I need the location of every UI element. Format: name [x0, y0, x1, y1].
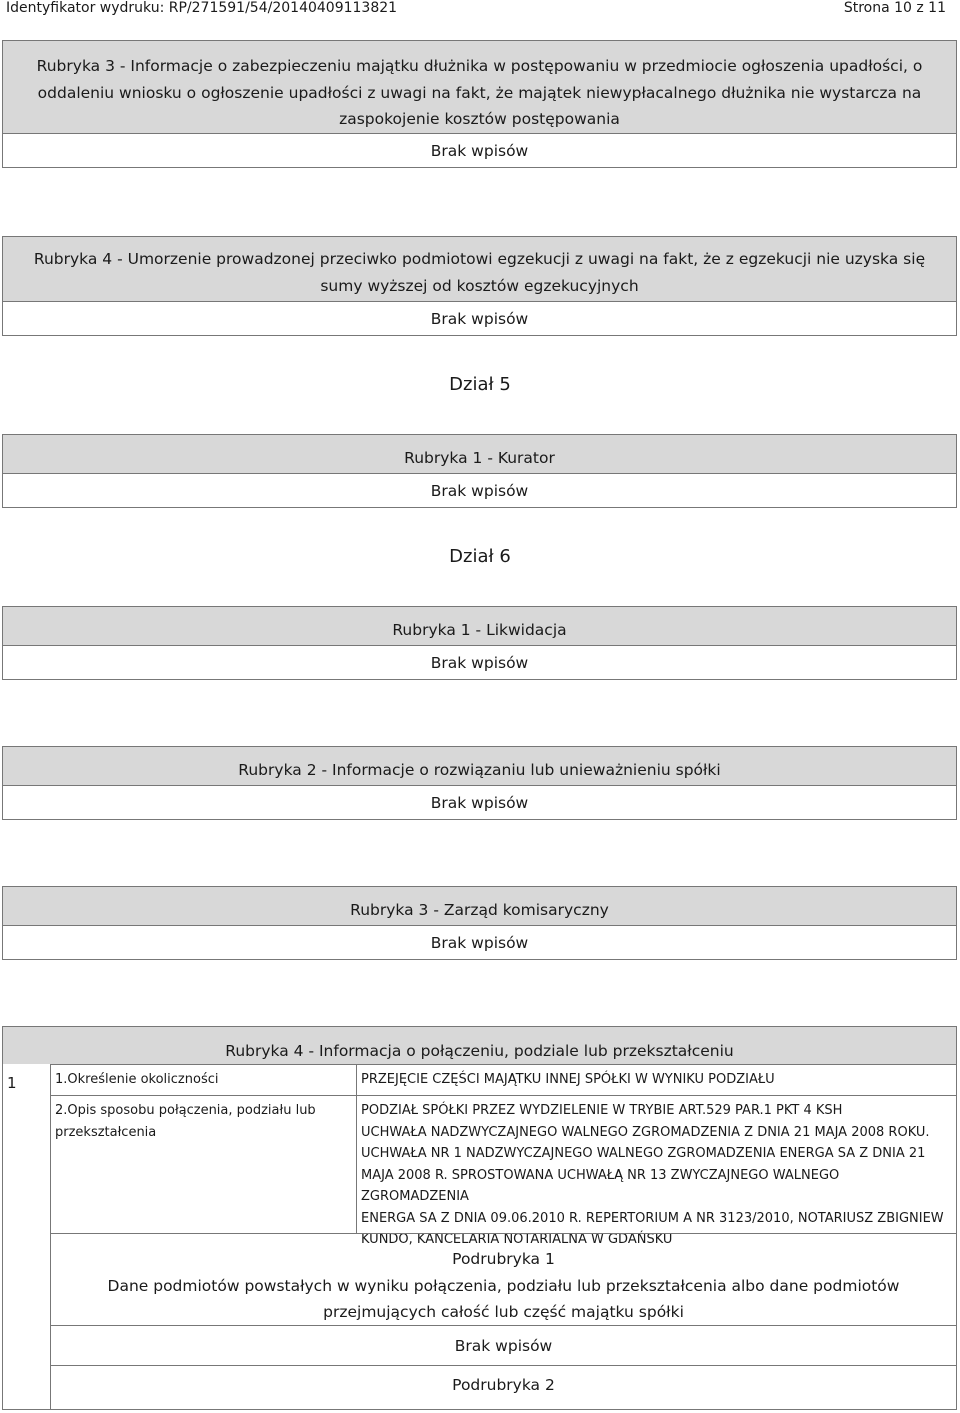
rubryka-3-insolvency-title [3, 41, 956, 133]
podrubryka-2-title: Podrubryka 2 [51, 1365, 956, 1409]
value-line: PODZIAŁ SPÓŁKI PRZEZ WYDZIELENIE W TRYBIE ART.529 PAR.1 PKT 4 KSH [361, 1103, 843, 1118]
title-line: Rubryka 4 - Umorzenie prowadzonej przeciwko podmiotowi egzekucji z uwagi na fakt, że z egzekucji nie uzyska się [33, 250, 926, 268]
page-header [0, 0, 960, 22]
row-label [51, 1096, 357, 1233]
rubryka-2-rozwiazanie-box [2, 746, 957, 820]
label-line: przekształcenia [55, 1125, 157, 1140]
rubryka-2-rozwiazanie-title: Rubryka 2 - Informacje o rozwiązaniu lub unieważnieniu spółki [3, 747, 956, 785]
dzial-5-heading: Dział 5 [449, 374, 511, 395]
rubryka-1-kurator-body: Brak wpisów [3, 473, 956, 507]
row-label: 1.Określenie okoliczności [51, 1065, 357, 1095]
rubryka-1-likwidacja-box [2, 606, 957, 680]
row-value [361, 1065, 951, 1091]
value-line: MAJA 2008 R. SPROSTOWANA UCHWAŁĄ NR 13 ZWYCZAJNEGO WALNEGO ZGROMADZENIA [361, 1167, 840, 1204]
value-line: ENERGA SA Z DNIA 09.06.2010 R. REPERTORIUM A NR 3123/2010, NOTARIUSZ ZBIGNIEW [361, 1210, 944, 1226]
rubryka-3-zarzad-title: Rubryka 3 - Zarząd komisaryczny [3, 887, 956, 925]
rubryka-1-likwidacja-body: Brak wpisów [3, 645, 956, 679]
rubryka-4-polaczenie-title: Rubryka 4 - Informacja o połączeniu, podziale lub przekształceniu [3, 1027, 956, 1064]
podrubryka-1-body: Brak wpisów [51, 1325, 956, 1365]
value-line: PRZEJĘCIE CZĘŚCI MAJĄTKU INNEJ SPÓŁKI W WYNIKU PODZIAŁU [361, 1072, 775, 1087]
entry-index: 1 [3, 1064, 51, 1409]
print-identifier: Identyfikator wydruku: RP/271591/54/20140409113821 [6, 0, 398, 16]
title-line: zaspokojenie kosztów postępowania [339, 110, 620, 128]
table-row [51, 1064, 956, 1095]
podrubryka-1-title: Podrubryka 1 [452, 1250, 555, 1268]
title-line: Rubryka 3 - Informacje o zabezpieczeniu majątku dłużnika w postępowaniu w przedmiocie ogłoszenia upadłości, o [36, 57, 923, 75]
rubryka-4-polaczenie-box [2, 1026, 957, 1410]
podrubryka-1-desc-line: przejmujących całość lub część majątku spółki [323, 1303, 684, 1321]
rubryka-2-rozwiazanie-body: Brak wpisów [3, 785, 956, 819]
title-line: sumy wyższej od kosztów egzekucyjnych [320, 276, 639, 295]
label-line: 2.Opis sposobu połączenia, podziału lub [55, 1103, 316, 1118]
page-number: Strona 10 z 11 [843, 0, 946, 16]
rubryka-1-kurator-box [2, 434, 957, 508]
value-line: KUNDO, KANCELARIA NOTARIALNA W GDAŃSKU [361, 1232, 673, 1247]
rubryka-3-insolvency-body: Brak wpisów [3, 133, 956, 167]
rubryka-3-zarzad-box [2, 886, 957, 960]
value-line: UCHWAŁA NADZWYCZAJNEGO WALNEGO ZGROMADZENIA Z DNIA 21 MAJA 2008 ROKU. [361, 1124, 930, 1140]
title-line: oddaleniu wniosku o ogłoszenie upadłości z uwagi na fakt, że majątek niewypłacalnego dłużnika nie wystarcza na [37, 83, 922, 102]
rubryka-1-likwidacja-title: Rubryka 1 - Likwidacja [3, 607, 956, 645]
rubryka-3-zarzad-body: Brak wpisów [3, 925, 956, 959]
rubryka-4-enforcement-body: Brak wpisów [3, 301, 956, 335]
value-line: UCHWAŁA NR 1 NADZWYCZAJNEGO WALNEGO ZGROMADZENIA ENERGA SA Z DNIA 21 [361, 1146, 926, 1161]
podrubryka-1-box [51, 1233, 956, 1333]
rubryka-3-insolvency-box [2, 40, 957, 168]
podrubryka-1-desc-line: Dane podmiotów powstałych w wyniku połączenia, podziału lub przekształcenia albo dane podmiotów [107, 1276, 900, 1295]
rubryka-1-kurator-title: Rubryka 1 - Kurator [3, 435, 956, 473]
rubryka-4-enforcement-title [3, 237, 956, 301]
rubryka-4-enforcement-box [2, 236, 957, 336]
table-row [51, 1095, 956, 1247]
row-value [361, 1096, 951, 1251]
dzial-6-heading: Dział 6 [449, 546, 511, 567]
